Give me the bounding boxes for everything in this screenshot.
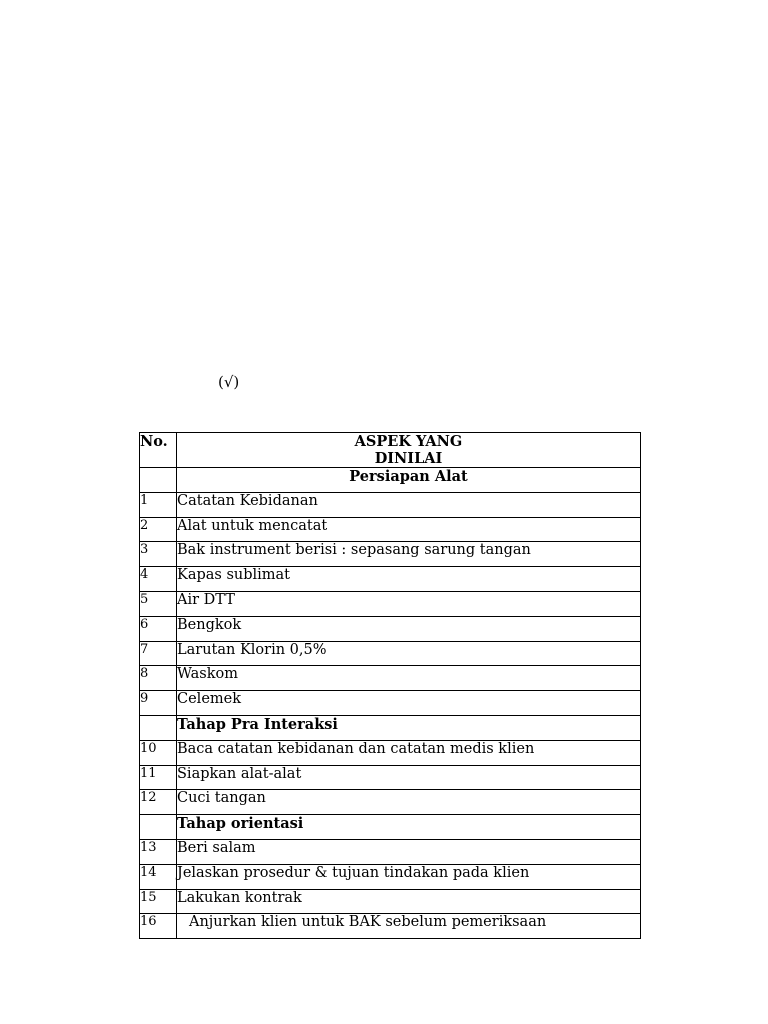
header-aspect-line2: DINILAI <box>374 450 443 467</box>
row-text: Lakukan kontrak <box>177 889 641 914</box>
row-number: 10 <box>140 740 177 765</box>
table-row <box>140 815 641 840</box>
row-text: Anjurkan klien untuk BAK sebelum pemeriksaan <box>177 914 641 939</box>
row-number: 1 <box>140 492 177 517</box>
table-row <box>140 468 641 493</box>
row-number <box>140 815 177 840</box>
row-number: 16 <box>140 914 177 939</box>
row-text: Catatan Kebidanan <box>177 492 641 517</box>
row-number: 15 <box>140 889 177 914</box>
check-symbol: (√) <box>218 373 240 391</box>
table-row <box>140 591 641 616</box>
row-text: Bengkok <box>177 616 641 641</box>
row-text: Waskom <box>177 666 641 691</box>
row-text: Celemek <box>177 691 641 716</box>
row-text: Larutan Klorin 0,5% <box>177 641 641 666</box>
assessment-table <box>139 432 641 939</box>
header-aspect-line1: ASPEK YANG <box>354 433 463 450</box>
table-row <box>140 715 641 740</box>
row-text: Baca catatan kebidanan dan catatan medis klien <box>177 740 641 765</box>
table-row <box>140 889 641 914</box>
row-number: 14 <box>140 864 177 889</box>
section-heading: Tahap orientasi <box>177 815 641 840</box>
row-number: 6 <box>140 616 177 641</box>
table-row <box>140 542 641 567</box>
table-row <box>140 666 641 691</box>
table-row <box>140 765 641 790</box>
row-number: 11 <box>140 765 177 790</box>
table-row <box>140 839 641 864</box>
row-text: Alat untuk mencatat <box>177 517 641 542</box>
row-text: Jelaskan prosedur & tujuan tindakan pada klien <box>177 864 641 889</box>
row-text: Air DTT <box>177 591 641 616</box>
row-number: 7 <box>140 641 177 666</box>
row-number: 12 <box>140 790 177 815</box>
row-number: 2 <box>140 517 177 542</box>
row-text: Kapas sublimat <box>177 567 641 592</box>
row-number <box>140 715 177 740</box>
table-row <box>140 790 641 815</box>
row-number: 8 <box>140 666 177 691</box>
row-number <box>140 468 177 493</box>
table-header-row <box>140 433 641 468</box>
table-row <box>140 691 641 716</box>
table-row <box>140 567 641 592</box>
row-number: 5 <box>140 591 177 616</box>
table-row <box>140 864 641 889</box>
row-text: Bak instrument berisi : sepasang sarung tangan <box>177 542 641 567</box>
table-row <box>140 616 641 641</box>
table-row <box>140 740 641 765</box>
header-no: No. <box>140 433 177 468</box>
row-text: Beri salam <box>177 839 641 864</box>
table-row <box>140 517 641 542</box>
table-row <box>140 641 641 666</box>
table-row <box>140 914 641 939</box>
row-number: 3 <box>140 542 177 567</box>
row-number: 13 <box>140 839 177 864</box>
section-heading: Tahap Pra Interaksi <box>177 715 641 740</box>
row-text: Siapkan alat-alat <box>177 765 641 790</box>
row-number: 4 <box>140 567 177 592</box>
section-heading: Persiapan Alat <box>177 468 641 493</box>
table-row <box>140 492 641 517</box>
row-text: Cuci tangan <box>177 790 641 815</box>
row-number: 9 <box>140 691 177 716</box>
header-aspect <box>177 433 641 468</box>
